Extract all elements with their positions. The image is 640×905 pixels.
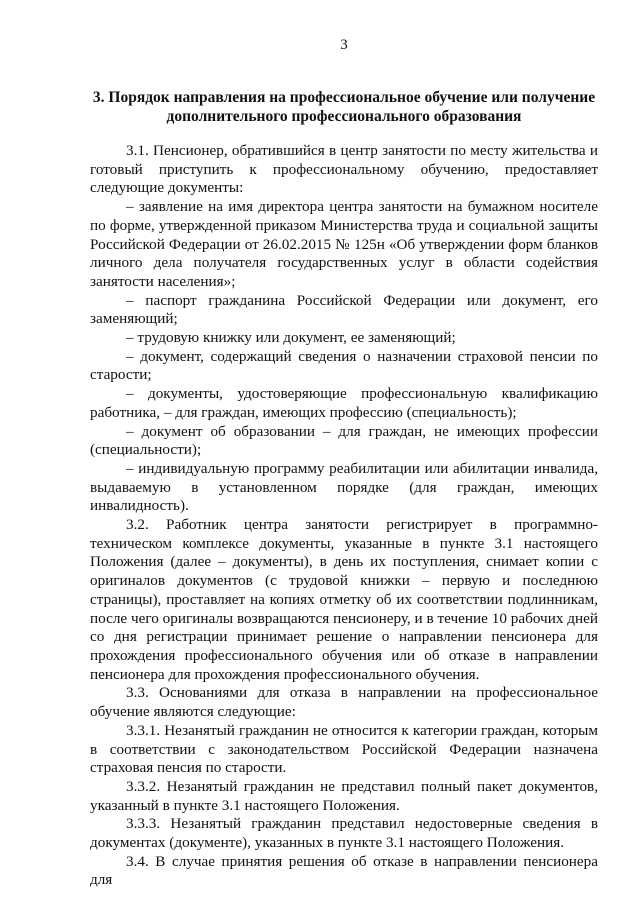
list-item-education-document: – документ об образовании – для граждан, не имеющих профессии (специальности); [90, 422, 598, 459]
list-item-rehabilitation-program: – индивидуальную программу реабилитации или абилитации инвалида, выдаваемую в установленном порядке (для граждан, имеющих инвалидность). [90, 459, 598, 515]
list-item-qualification-documents: – документы, удостоверяющие профессиональную квалификацию работника, – для граждан, имеющих профессию (специальность); [90, 385, 598, 421]
paragraph-3-3-3: 3.3.3. Незанятый гражданин представил недостоверные сведения в документах (документе), указанных в пункте 3.1 настоящего Положения. [90, 815, 598, 852]
paragraph-3-4: 3.4. В случае принятия решения об отказе в направлении пенсионера для [90, 852, 598, 889]
paragraph-3-3-2: 3.3.2. Незанятый гражданин не представил полный пакет документов, указанный в пункте 3.1 настоящего Положения. [90, 777, 598, 814]
list-item-passport: – паспорт гражданина Российской Федерации или документ, его заменяющий; [90, 291, 598, 328]
paragraph-3-3-1: 3.3.1. Незанятый гражданин не относится к категории граждан, которым в соответствии с законодательством Российской Федерации назначена страховая пенсия по старости. [90, 721, 598, 777]
page-number: 3 [340, 37, 348, 53]
list-item-work-book: – трудовую книжку или документ, ее заменяющий; [126, 329, 456, 347]
paragraph-3-2: 3.2. Работник центра занятости регистрирует в программно-техническом комплексе документы, указанные в пункте 3.1 настоящего Положения (далее – документы), в день их поступления, снимает копии с оригиналов документов (с трудовой книжки – первую и последнюю страницы), проставляет на копиях отметку об их соответствии подлинникам, после чего оригиналы возвращаются пенсионеру, и в течение 10 рабочих дней со дня регистрации принимает решение о направлении пенсионера для прохождения профессионального обучения или об отказе в направлении пенсионера для прохождения профессионального обучения. [90, 516, 598, 683]
list-item-application: – заявление на имя директора центра занятости на бумажном носителе по форме, утвержденной приказом Министерства труда и социальной защиты Российской Федерации от 26.02.2015 № 125н «Об утверждении форм бланков личного дела получателя государственных услуг в области содействия занятости населения»; [90, 198, 598, 290]
section-title-line-2: дополнительного профессионального образования [166, 108, 522, 125]
list-item-pension-document: – документ, содержащий сведения о назначении страховой пенсии по старости; [90, 347, 598, 384]
paragraph-3-1: 3.1. Пенсионер, обратившийся в центр занятости по месту жительства и готовый приступить к профессиональному обучению, предоставляет следующие документы: [90, 142, 598, 197]
document-body [90, 142, 598, 890]
section-title [90, 88, 598, 126]
paragraph-3-3: 3.3. Основаниями для отказа в направлении на профессиональное обучение являются следующие: [90, 684, 598, 721]
section-title-line-1: 3. Порядок направления на профессиональное обучение или получение [92, 89, 596, 106]
